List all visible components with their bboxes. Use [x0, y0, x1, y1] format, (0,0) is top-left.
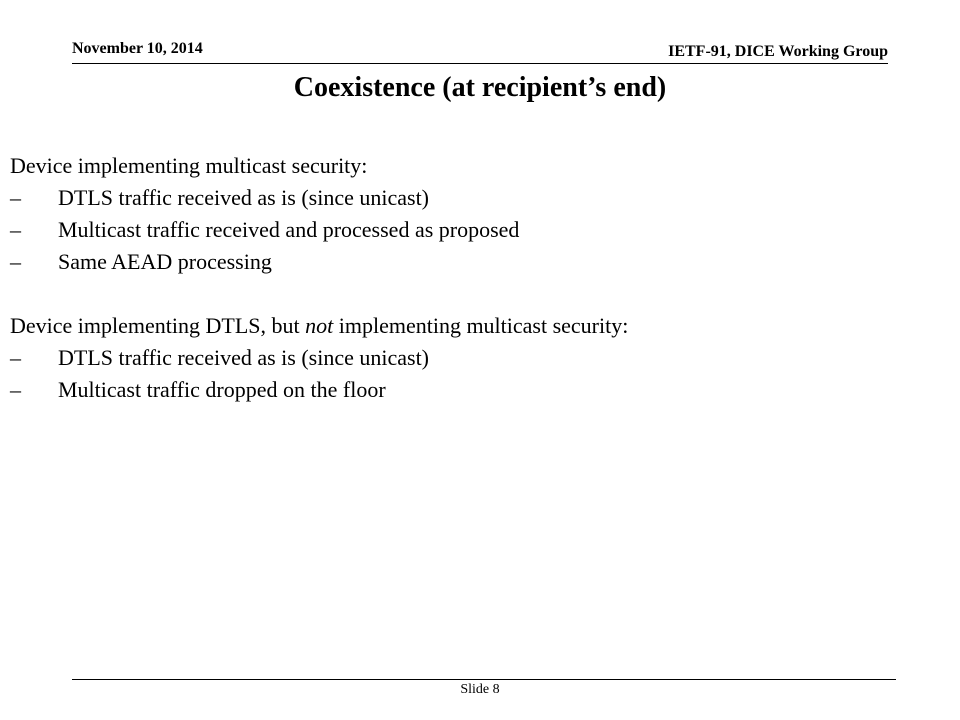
- section-spacer: [10, 278, 940, 310]
- bullet-dash: –: [10, 377, 21, 402]
- list-item: [10, 342, 940, 374]
- list-item: [10, 214, 940, 246]
- bullet-dash: –: [10, 345, 21, 370]
- header-group: IETF-91, DICE Working Group: [668, 43, 888, 60]
- heading-emphasis: not: [305, 313, 334, 338]
- section-heading: Device implementing multicast security:: [10, 153, 368, 178]
- slide-number: Slide 8: [460, 682, 500, 697]
- slide-body: [10, 150, 940, 406]
- list-item: [10, 374, 940, 406]
- header-divider: [72, 63, 888, 64]
- bullet-dash: –: [10, 217, 21, 242]
- bullet-dash: –: [10, 185, 21, 210]
- bullet-text: Multicast traffic dropped on the floor: [58, 377, 386, 402]
- bullet-dash: –: [10, 249, 21, 274]
- bullet-text: Same AEAD processing: [58, 249, 272, 274]
- bullet-text: Multicast traffic received and processed as proposed: [58, 217, 520, 242]
- bullet-text: DTLS traffic received as is (since unicast): [58, 185, 430, 210]
- heading-text: Device implementing DTLS, but: [10, 313, 306, 338]
- footer-divider: [72, 679, 896, 680]
- header-date: November 10, 2014: [72, 40, 203, 57]
- section-heading: [10, 310, 940, 342]
- heading-text: implementing multicast security:: [333, 313, 629, 338]
- bullet-text: DTLS traffic received as is (since unicast): [58, 345, 430, 370]
- list-item: [10, 182, 940, 214]
- list-item: [10, 246, 940, 278]
- slide-title: Coexistence (at recipient’s end): [293, 72, 667, 103]
